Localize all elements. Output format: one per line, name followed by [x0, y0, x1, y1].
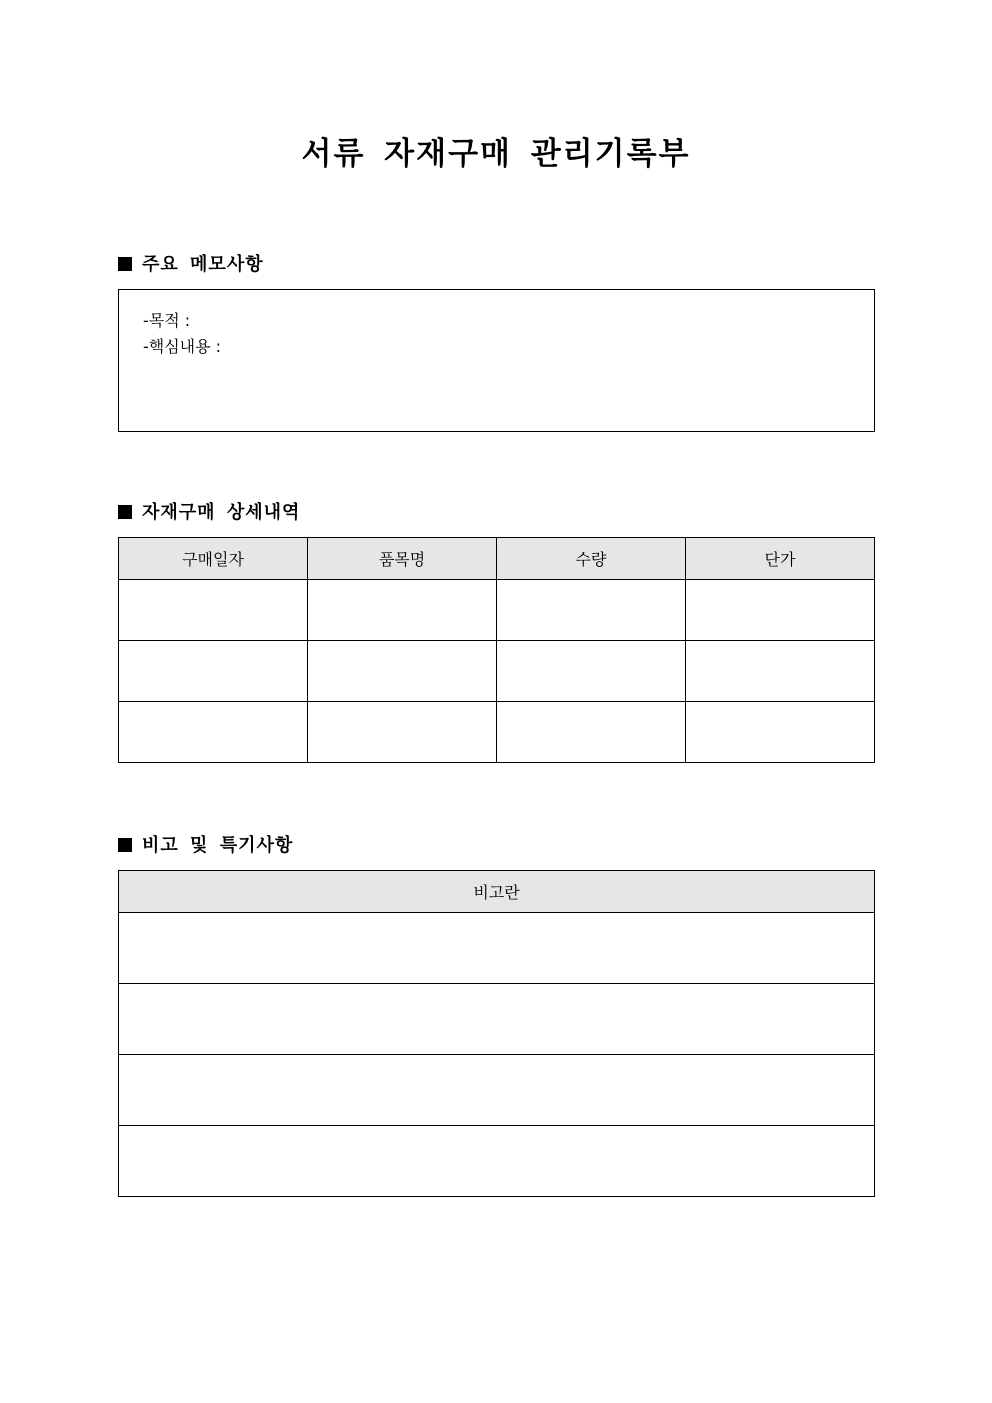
- section-heading-memo-label: 주요 메모사항: [142, 254, 264, 275]
- table-row: [119, 1055, 875, 1126]
- quantity-cell[interactable]: [497, 641, 686, 702]
- table-row: [119, 580, 875, 641]
- column-header-quantity: 수량: [497, 538, 686, 580]
- remarks-cell[interactable]: [119, 1055, 875, 1126]
- purchase-date-cell[interactable]: [119, 702, 308, 763]
- black-square-icon: [118, 257, 132, 271]
- section-heading-remarks: [118, 834, 293, 858]
- purchase-header-row: [119, 538, 875, 580]
- section-heading-memo: [118, 253, 264, 277]
- quantity-cell[interactable]: [497, 580, 686, 641]
- table-row: [119, 641, 875, 702]
- remarks-table: [118, 870, 875, 1197]
- page-title: 서류 자재구매 관리기록부: [301, 136, 691, 172]
- section-heading-purchase-label: 자재구매 상세내역: [142, 502, 301, 523]
- purchase-date-cell[interactable]: [119, 580, 308, 641]
- remarks-cell[interactable]: [119, 913, 875, 984]
- item-name-cell[interactable]: [308, 702, 497, 763]
- table-row: [119, 702, 875, 763]
- purchase-date-cell[interactable]: [119, 641, 308, 702]
- table-row: [119, 913, 875, 984]
- memo-box[interactable]: [118, 289, 875, 432]
- column-header-purchase-date: 구매일자: [119, 538, 308, 580]
- unit-price-cell[interactable]: [686, 702, 875, 763]
- memo-line-purpose: -목적 :: [143, 311, 191, 330]
- purchase-table: [118, 537, 875, 763]
- remarks-cell[interactable]: [119, 1126, 875, 1197]
- black-square-icon: [118, 505, 132, 519]
- remarks-cell[interactable]: [119, 984, 875, 1055]
- item-name-cell[interactable]: [308, 641, 497, 702]
- unit-price-cell[interactable]: [686, 641, 875, 702]
- remarks-header-row: [119, 871, 875, 913]
- section-heading-remarks-label: 비고 및 특기사항: [142, 835, 294, 856]
- column-header-item-name: 품목명: [308, 538, 497, 580]
- memo-line-core-content: -핵심내용 :: [143, 337, 222, 356]
- black-square-icon: [118, 838, 132, 852]
- quantity-cell[interactable]: [497, 702, 686, 763]
- section-heading-purchase: [118, 501, 300, 525]
- table-row: [119, 984, 875, 1055]
- column-header-remarks: 비고란: [119, 871, 875, 913]
- column-header-unit-price: 단가: [686, 538, 875, 580]
- unit-price-cell[interactable]: [686, 580, 875, 641]
- table-row: [119, 1126, 875, 1197]
- item-name-cell[interactable]: [308, 580, 497, 641]
